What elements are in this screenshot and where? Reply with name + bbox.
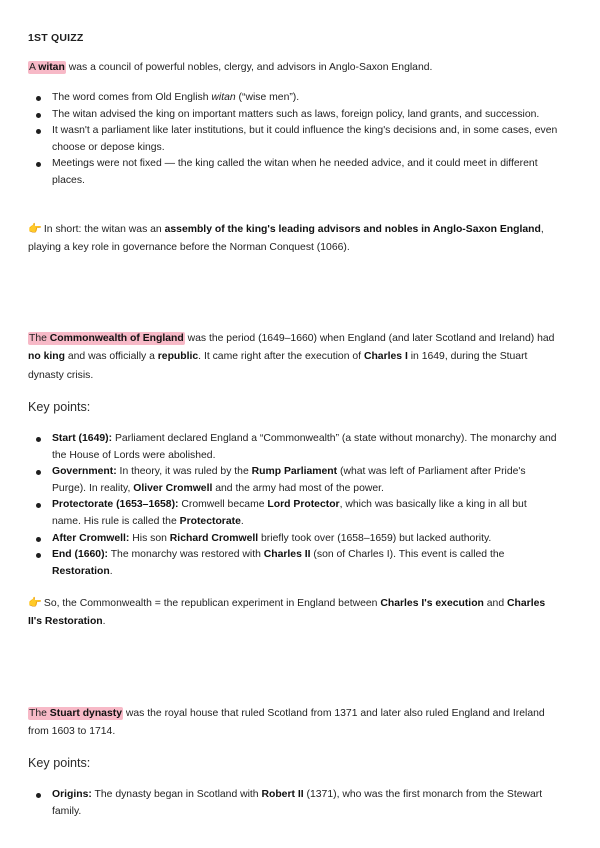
commonwealth-intro: The Commonwealth of England was the period (1649–1660) when England (and later Scotland and Ireland) had no king and was officially a republic. It came right after the execution of Charles I in 1649, during the Stuart dynasty crisis.	[28, 333, 555, 381]
pointing-hand-icon: 👉	[28, 597, 42, 609]
stuart-bullet-list	[28, 787, 558, 820]
witan-summary: 👉 In short: the witan was an assembly of the king's leading advisors and nobles in Anglo-Saxon England, playing a key role in governance before the Norman Conquest (1066).	[28, 220, 558, 258]
witan-term-highlight: A witan	[29, 62, 65, 73]
witan-bullet-list	[28, 90, 558, 190]
list-item: Meetings were not fixed — the king called the witan when he needed advice, and it could meet in different places.	[28, 156, 558, 189]
commonwealth-summary: 👉 So, the Commonwealth = the republican experiment in England between Charles I's execution and Charles II's Restoration.	[28, 594, 558, 632]
commonwealth-term-highlight: The Commonwealth of England	[29, 333, 184, 344]
stuart-term-highlight: The Stuart dynasty	[29, 708, 122, 719]
list-item: Government: In theory, it was ruled by the Rump Parliament (what was left of Parliament after Pride's Purge). In reality, Oliver Cromwell and the army had most of the power.	[28, 464, 558, 497]
list-item: After Cromwell: His son Richard Cromwell briefly took over (1658–1659) but lacked authority.	[28, 531, 558, 548]
list-item: Start (1649): Parliament declared England a “Commonwealth” (a state without monarchy). The monarchy and the House of Lords were abolished.	[28, 431, 558, 464]
witan-intro: A witan was a council of powerful nobles, clergy, and advisors in Anglo-Saxon England.	[29, 62, 433, 73]
list-item: End (1660): The monarchy was restored with Charles II (son of Charles I). This event is called the Restoration.	[28, 547, 558, 580]
stuart-intro: The Stuart dynasty was the royal house that ruled Scotland from 1371 and later also ruled England and Ireland from 1603 to 1714.	[28, 708, 545, 738]
list-item: Protectorate (1653–1658): Cromwell became Lord Protector, which was basically like a king in all but name. His rule is called the Protectorate.	[28, 497, 558, 530]
key-points-heading: Key points:	[28, 756, 91, 770]
commonwealth-bullet-list	[28, 431, 558, 580]
pointing-hand-icon: 👉	[28, 223, 42, 235]
list-item: Origins: The dynasty began in Scotland with Robert II (1371), who was the first monarch from the Stewart family.	[28, 787, 558, 820]
key-points-heading: Key points:	[28, 400, 91, 414]
list-item: The witan advised the king on important matters such as laws, foreign policy, land grants, and succession.	[28, 107, 558, 124]
list-item: The word comes from Old English witan (“wise men”).	[28, 90, 558, 107]
page-title: 1ST QUIZZ	[28, 32, 84, 44]
list-item: It wasn't a parliament like later institutions, but it could influence the king's decisions and, in some cases, even choose or depose kings.	[28, 123, 558, 156]
